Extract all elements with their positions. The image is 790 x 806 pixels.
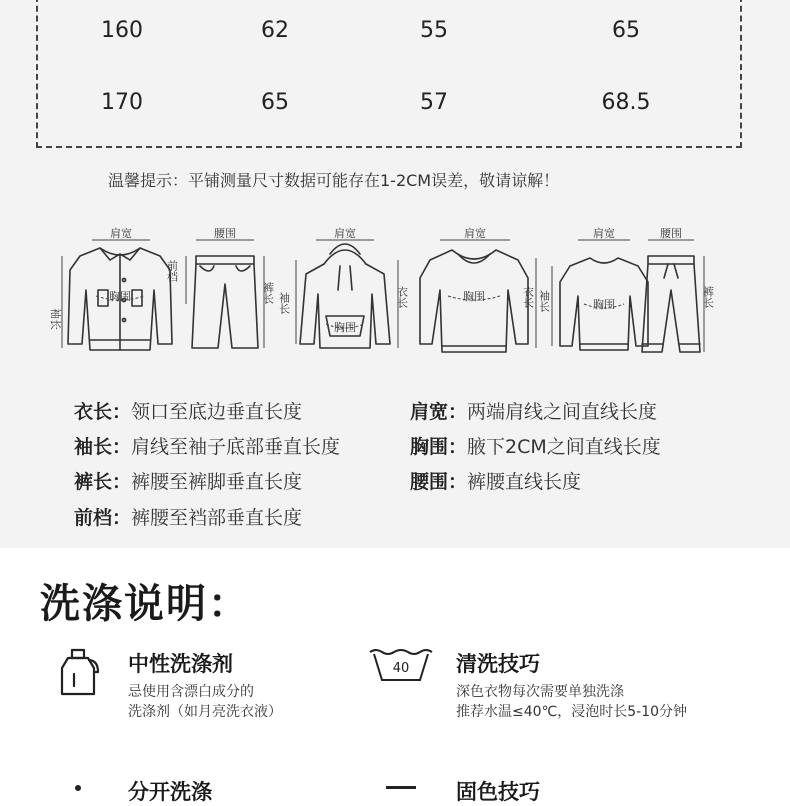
section-title: 洗涤说明： xyxy=(40,581,250,627)
label-sleeve: 袖长 xyxy=(49,308,62,330)
label-chest: 胸围 xyxy=(109,290,131,303)
table-cell: 68.5 xyxy=(601,90,651,115)
definition-item: 肩宽：两端肩线之间直线长度 xyxy=(410,401,658,423)
label-pants-length: 裤长 xyxy=(701,286,715,308)
size-table xyxy=(36,0,742,148)
table-cell: 55 xyxy=(420,18,448,43)
measurement-figures xyxy=(0,220,790,370)
color-fix-icon xyxy=(386,784,416,790)
table-cell: 170 xyxy=(101,90,143,115)
detergent-bottle-icon xyxy=(54,646,102,698)
table-cell: 62 xyxy=(261,18,289,43)
label-waist: 腰围 xyxy=(660,227,682,240)
label-sleeve: 袖长 xyxy=(537,290,551,312)
label-shoulder: 肩宽 xyxy=(334,227,356,240)
label-chest: 胸围 xyxy=(463,290,485,303)
table-cell: 65 xyxy=(261,90,289,115)
label-front-rise: 前档 xyxy=(165,260,179,282)
label-pants-length: 裤长 xyxy=(261,282,275,304)
table-cell: 65 xyxy=(612,18,640,43)
wash-item-title: 固色技巧 xyxy=(456,780,540,804)
wash-temp-label: 40 xyxy=(392,661,410,676)
label-sleeve: 袖长 xyxy=(277,292,291,314)
wash-item-title: 中性洗涤剂 xyxy=(128,652,233,676)
label-waist: 腰围 xyxy=(214,227,236,240)
table-cell: 57 xyxy=(420,90,448,115)
measurement-definitions xyxy=(0,396,790,546)
label-shoulder: 肩宽 xyxy=(593,227,615,240)
table-cell: 160 xyxy=(101,18,143,43)
wash-item-title: 清洗技巧 xyxy=(456,652,540,676)
garment-diagrams xyxy=(0,220,790,370)
wash-item-desc: 忌使用含漂白成分的 xyxy=(128,684,254,700)
wash-item-desc: 深色衣物每次需要单独洗涤 xyxy=(456,684,624,700)
definition-item: 胸围：腋下2CM之间直线长度 xyxy=(410,436,661,458)
table-row xyxy=(38,18,744,58)
label-chest: 胸围 xyxy=(593,298,615,311)
wash-instructions-section xyxy=(0,548,790,804)
label-shoulder: 肩宽 xyxy=(464,227,486,240)
label-length: 衣长 xyxy=(521,286,535,308)
definition-item: 裤长：裤腰至裤脚垂直长度 xyxy=(74,471,303,493)
label-chest: 胸围 xyxy=(334,321,356,334)
label-shoulder: 肩宽 xyxy=(110,227,132,240)
jogger-figure xyxy=(642,256,700,352)
table-row xyxy=(38,90,744,130)
wash-tub-icon xyxy=(368,646,434,684)
label-length: 衣长 xyxy=(395,286,409,308)
wash-item-desc: 推荐水温≤40℃，浸泡时长5-10分钟 xyxy=(456,704,688,720)
definition-item: 腰围：裤腰直线长度 xyxy=(410,471,582,493)
measurement-tip: 温馨提示：平铺测量尺寸数据可能存在1-2CM误差，敬请谅解！ xyxy=(108,171,560,190)
pants-figure xyxy=(192,256,258,348)
separate-wash-icon xyxy=(72,780,92,790)
definition-item: 衣长：领口至底边垂直长度 xyxy=(74,401,303,423)
wash-item-desc: 洗涤剂（如月亮洗衣液） xyxy=(128,704,282,720)
wash-item-title: 分开洗涤 xyxy=(128,780,212,804)
definition-item: 袖长：肩线至袖子底部垂直长度 xyxy=(74,436,341,458)
definition-item: 前档：裤腰至裆部垂直长度 xyxy=(74,507,303,529)
